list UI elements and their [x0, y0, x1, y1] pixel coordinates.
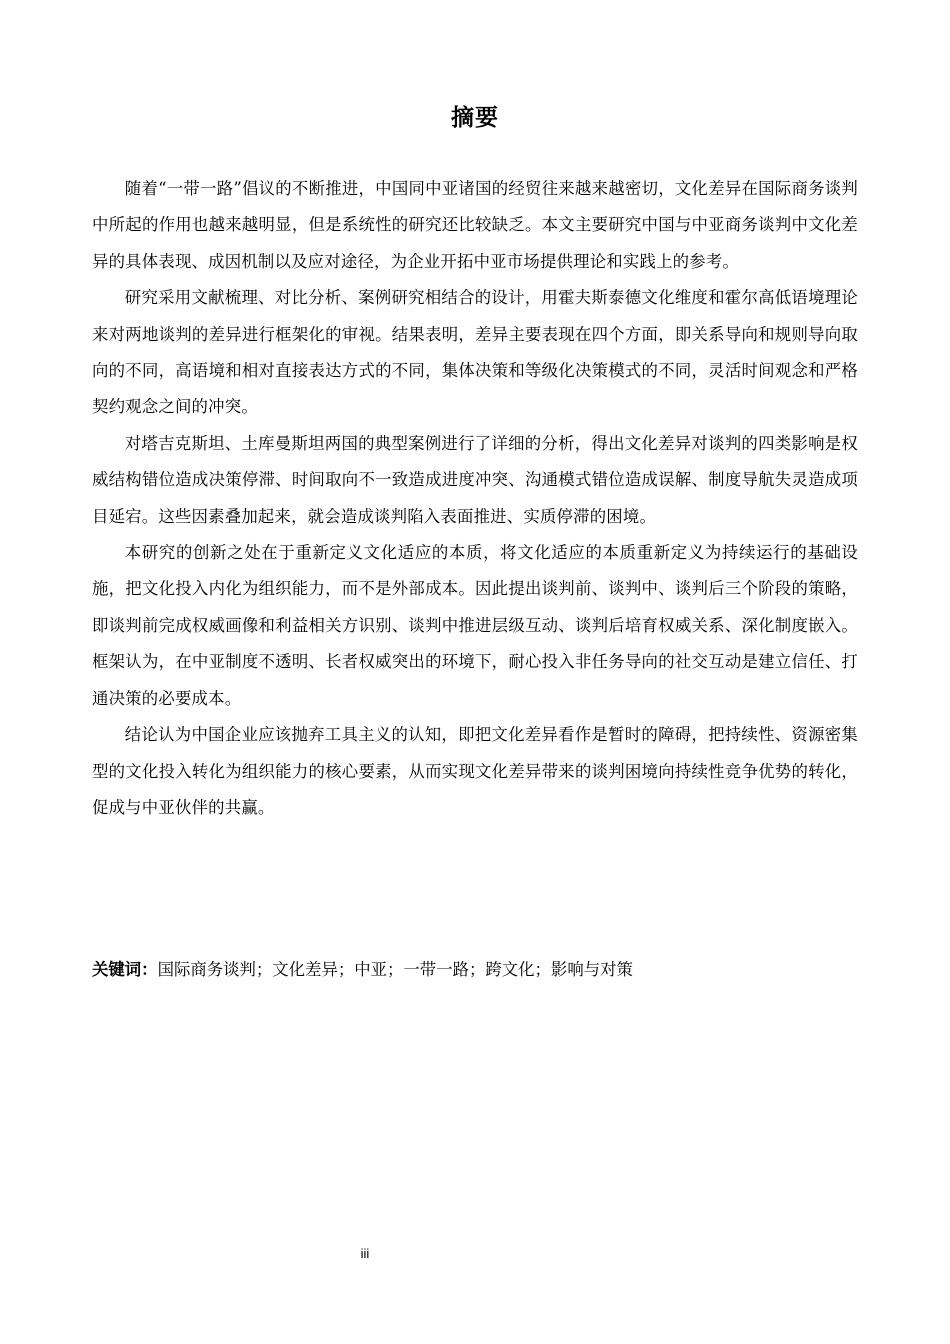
abstract-paragraph-3: 对塔吉克斯坦、土库曼斯坦两国的典型案例进行了详细的分析，得出文化差异对谈判的四类影响是权威结构错位造成决策停滞、时间取向不一致造成进度冲突、沟通模式错位造成误解、制度导航失灵造成项目延宕。这些因素叠加起来，就会造成谈判陷入表面推进、实质停滞的困境。 [92, 433, 858, 526]
abstract-paragraph-4: 本研究的创新之处在于重新定义文化适应的本质，将文化适应的本质重新定义为持续运行的基础设施，把文化投入内化为组织能力，而不是外部成本。因此提出谈判前、谈判中、谈判后三个阶段的策略，即谈判前完成权威画像和利益相关方识别、谈判中推进层级互动、谈判后培育权威关系、深化制度嵌入。框架认为，在中亚制度不透明、长者权威突出的环境下，耐心投入非任务导向的社交互动是建立信任、打通决策的必要成本。 [92, 543, 858, 708]
abstract-body [92, 171, 858, 826]
abstract-paragraph-5: 结论认为中国企业应该抛弃工具主义的认知，即把文化差异看作是暂时的障碍，把持续性、资源密集型的文化投入转化为组织能力的核心要素，从而实现文化差异带来的谈判困境向持续性竞争优势的转化，促成与中亚伙伴的共赢。 [92, 725, 858, 817]
keywords-label: 关键词： [92, 960, 158, 979]
abstract-paragraph-1: 随着“一带一路”倡议的不断推进，中国同中亚诸国的经贸往来越来越密切，文化差异在国际商务谈判中所起的作用也越来越明显，但是系统性的研究还比较缺乏。本文主要研究中国与中亚商务谈判中文化差异的具体表现、成因机制以及应对途径，为企业开拓中亚市场提供理论和实践上的参考。 [92, 179, 858, 271]
keywords-text: 国际商务谈判；文化差异；中亚；一带一路；跨文化；影响与对策 [157, 960, 633, 979]
page-title: 摘要 [451, 105, 499, 131]
abstract-paragraph-2: 研究采用文献梳理、对比分析、案例研究相结合的设计，用霍夫斯泰德文化维度和霍尔高低语境理论来对两地谈判的差异进行框架化的审视。结果表明，差异主要表现在四个方面，即关系导向和规则导向取向的不同，高语境和相对直接表达方式的不同，集体决策和等级化决策模式的不同，灵活时间观念和严格契约观念之间的冲突。 [92, 288, 858, 417]
page-number: iii [360, 1246, 370, 1261]
keywords-line [92, 952, 858, 988]
